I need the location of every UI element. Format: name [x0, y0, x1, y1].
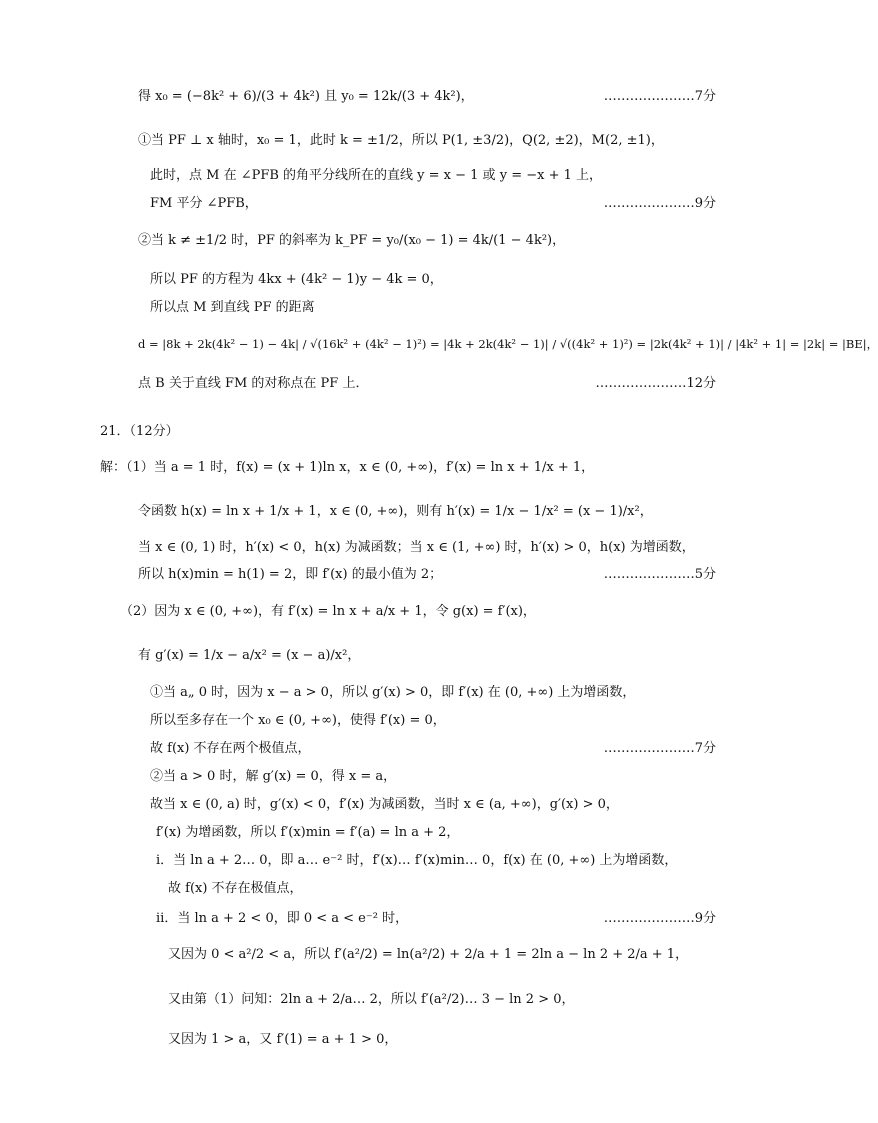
text-line-27: 又由第（1）问知：2ln a + 2/a… 2，所以 f′(a²/2)… 3 − ln 2 > 0， — [168, 992, 575, 1007]
text-line-6: 所以 PF 的方程为 4kx + (4k² − 1)y − 4k = 0， — [150, 272, 443, 287]
text-line-18: 所以至多存在一个 x₀ ∈ (0, +∞)，使得 f′(x) = 0， — [150, 713, 446, 728]
score-marker: …………………9分 — [603, 196, 716, 211]
text-line-26: 又因为 0 < a²/2 < a，所以 f′(a²/2) = ln(a²/2) + 2/a + 1 = 2ln a − ln 2 + 2/a + 1， — [168, 947, 689, 962]
text-line-28: 又因为 1 > a，又 f′(1) = a + 1 > 0， — [168, 1032, 398, 1047]
text-line-25: ⅱ．当 ln a + 2 < 0，即 0 < a < e⁻² 时， — [156, 911, 409, 926]
text-line-24: 故 f(x) 不存在极值点， — [168, 881, 303, 896]
score-marker: …………………5分 — [603, 567, 716, 582]
text-line-5: ②当 k ≠ ±1/2 时，PF 的斜率为 k_PF = y₀/(x₀ − 1) = 4k/(1 − 4k²)， — [138, 233, 566, 248]
text-line-12: 令函数 h(x) = ln x + 1/x + 1，x ∈ (0, +∞)，则有 h′(x) = 1/x − 1/x² = (x − 1)/x²， — [138, 504, 653, 519]
text-line-23: ⅰ．当 ln a + 2… 0，即 a… e⁻² 时，f′(x)… f′(x)min… 0，f(x) 在 (0, +∞) 上为增函数， — [156, 853, 678, 868]
text-line-4: FM 平分 ∠PFB， — [150, 196, 258, 211]
text-line-22: f′(x) 为增函数，所以 f′(x)min = f′(a) = ln a + 2， — [156, 825, 460, 840]
score-marker: …………………7分 — [603, 741, 716, 756]
score-marker: …………………9分 — [603, 911, 716, 926]
text-line-1: 得 x₀ = (−8k² + 6)/(3 + 4k²) 且 y₀ = 12k/(3 + 4k²)， — [138, 89, 474, 104]
text-line-20: ②当 a > 0 时，解 g′(x) = 0，得 x = a， — [150, 769, 397, 784]
text-line-8: d = |8k + 2k(4k² − 1) − 4k| / √(16k² + (4k² − 1)²) = |4k + 2k(4k² − 1)| / √((4k² + 1)²) = |2k(4k² + 1)| / |4k² + 1| = |2k| = |BE|， — [138, 337, 878, 351]
text-line-17: ①当 a„ 0 时，因为 x − a > 0，所以 g′(x) > 0，即 f′(x) 在 (0, +∞) 上为增函数， — [150, 685, 636, 700]
text-line-2: ①当 PF ⊥ x 轴时，x₀ = 1，此时 k = ±1/2，所以 P(1, ±3/2)，Q(2, ±2)，M(2, ±1)， — [138, 133, 664, 148]
text-line-21: 故当 x ∈ (0, a) 时，g′(x) < 0，f′(x) 为减函数，当时 x ∈ (a, +∞)，g′(x) > 0， — [150, 797, 619, 812]
text-line-3: 此时，点 M 在 ∠PFB 的角平分线所在的直线 y = x − 1 或 y = −x + 1 上， — [150, 168, 602, 183]
text-line-9: 点 B 关于直线 FM 的对称点在 PF 上． — [138, 376, 369, 391]
question-heading: 21．（12分） — [100, 424, 179, 439]
text-line-15: （2）因为 x ∈ (0, +∞)，有 f′(x) = ln x + a/x + 1，令 g(x) = f′(x)， — [120, 604, 536, 619]
text-line-14: 所以 h(x)min = h(1) = 2，即 f′(x) 的最小值为 2； — [138, 567, 443, 582]
text-line-13: 当 x ∈ (0, 1) 时，h′(x) < 0，h(x) 为减函数；当 x ∈ (1, +∞) 时，h′(x) > 0，h(x) 为增函数， — [138, 540, 695, 555]
score-marker: …………………7分 — [603, 89, 716, 104]
text-line-19: 故 f(x) 不存在两个极值点， — [150, 741, 311, 756]
score-marker: …………………12分 — [595, 376, 716, 391]
text-line-11: 解：（1）当 a = 1 时，f(x) = (x + 1)ln x，x ∈ (0, +∞)，f′(x) = ln x + 1/x + 1， — [100, 460, 595, 475]
text-line-16: 有 g′(x) = 1/x − a/x² = (x − a)/x²， — [138, 648, 361, 663]
text-line-7: 所以点 M 到直线 PF 的距离 — [150, 300, 315, 315]
